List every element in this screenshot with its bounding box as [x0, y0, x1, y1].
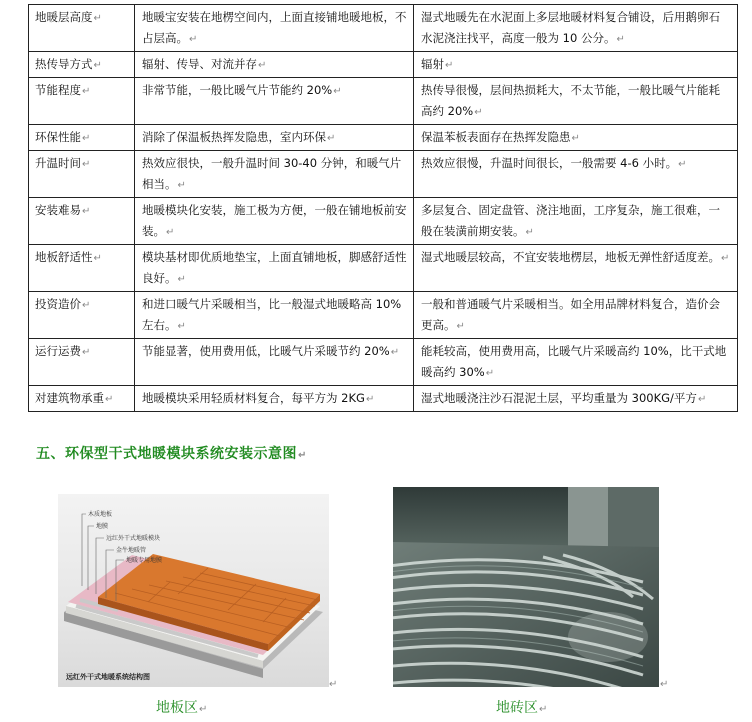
cell-text: 和进口暖气片采暖相当，比一般湿式地暖略高 10%左右。 [142, 297, 402, 332]
paragraph-mark: ↵ [329, 679, 338, 690]
wet-system-cell: 湿式地暖先在水泥面上多层地暖材料复合铺设，后用鹅卵石水泥浇注找平，高度一般为 10 公分。↵ [414, 5, 738, 52]
caption-floor-area: 地板区↵ [156, 700, 208, 716]
cell-text: 环保性能 [35, 130, 81, 144]
dry-system-cell: 热效应很快，一般升温时间 30-40 分钟，和暖气片相当。↵ [135, 151, 414, 198]
floor-structure-diagram [58, 494, 329, 687]
cell-text: 节能显著，使用费用低，比暖气片采暖节约 20% [142, 344, 390, 358]
dry-system-cell: 非常节能，一般比暖气片节能约 20%↵ [135, 78, 414, 125]
cell-text: 湿式地暖浇注沙石混泥土层，平均重量为 300KG/平方 [421, 391, 697, 405]
cell-text: 节能程度 [35, 83, 81, 97]
diagram-caption: 远红外干式地暖系统结构图 [66, 673, 150, 681]
dry-system-cell: 地暖模块化安装，施工极为方便，一般在铺地板前安装。↵ [135, 198, 414, 245]
cell-text: 能耗较高，使用费用高，比暖气片采暖高约 10%，比干式地暖高约 30% [421, 344, 727, 379]
wet-system-cell: 辐射↵ [414, 52, 738, 78]
table-row [29, 78, 738, 125]
cell-text: 安装难易 [35, 203, 81, 217]
row-label-cell: 热传导方式↵ [29, 52, 135, 78]
cell-text: 消除了保温板热挥发隐患，室内环保 [142, 130, 326, 144]
wet-system-cell: 热传导很慢，层间热损耗大，不太节能，一般比暖气片能耗高约 20%↵ [414, 78, 738, 125]
cell-text: 保温苯板表面存在热挥发隐患 [421, 130, 571, 144]
cell-text: 湿式地暖先在水泥面上多层地暖材料复合铺设，后用鹅卵石水泥浇注找平，高度一般为 10 公分。 [421, 10, 720, 45]
comparison-table [28, 4, 738, 412]
table-row [29, 52, 738, 78]
layer-label: 地膜 [96, 523, 109, 530]
cell-text: 湿式地暖层较高，不宜安装地楞层，地板无弹性舒适度差。 [421, 250, 720, 264]
dry-system-cell: 辐射、传导、对流并存↵ [135, 52, 414, 78]
wet-system-cell: 热效应很慢，升温时间很长，一般需要 4-6 小时。↵ [414, 151, 738, 198]
dry-system-cell: 消除了保温板热挥发隐患，室内环保↵ [135, 125, 414, 151]
table-row [29, 339, 738, 386]
cell-text: 模块基材即优质地垫宝，上面直铺地板，脚感舒适性良好。 [142, 250, 407, 285]
cell-text: 对建筑物承重 [35, 391, 104, 405]
layer-label: 地暖专用地膜 [126, 557, 163, 564]
row-label-cell: 环保性能↵ [29, 125, 135, 151]
table-row [29, 5, 738, 52]
cell-text: 热效应很慢，升温时间很长，一般需要 4-6 小时。 [421, 156, 678, 170]
dry-system-cell: 地暖宝安装在地楞空间内，上面直接铺地暖地板，不占层高。↵ [135, 5, 414, 52]
dry-system-cell: 节能显著，使用费用低，比暖气片采暖节约 20%↵ [135, 339, 414, 386]
row-label-cell: 节能程度↵ [29, 78, 135, 125]
cell-text: 投资造价 [35, 297, 81, 311]
layer-label: 远红外干式地暖模块 [106, 535, 161, 542]
table-row [29, 151, 738, 198]
wet-system-cell: 能耗较高，使用费用高，比暖气片采暖高约 10%，比干式地暖高约 30%↵ [414, 339, 738, 386]
row-label-cell: 对建筑物承重↵ [29, 386, 135, 412]
cell-text: 非常节能，一般比暖气片节能约 20% [142, 83, 333, 97]
cell-text: 多层复合、固定盘管、浇注地面，工序复杂，施工很难，一般在装潢前期安装。 [421, 203, 720, 238]
row-label-cell: 升温时间↵ [29, 151, 135, 198]
cell-text: 辐射、传导、对流并存 [142, 57, 257, 71]
wet-system-cell: 保温苯板表面存在热挥发隐患↵ [414, 125, 738, 151]
cell-text: 热传导很慢，层间热损耗大，不太节能，一般比暖气片能耗高约 20% [421, 83, 720, 118]
row-label-cell: 投资造价↵ [29, 292, 135, 339]
cell-text: 地暖模块化安装，施工极为方便，一般在铺地板前安装。 [142, 203, 407, 238]
cell-text: 运行运费 [35, 344, 81, 358]
layer-label: 金牛地暖管 [116, 547, 147, 554]
cell-text: 热效应很快，一般升温时间 30-40 分钟，和暖气片相当。 [142, 156, 402, 191]
wet-system-cell: 湿式地暖层较高，不宜安装地楞层，地板无弹性舒适度差。↵ [414, 245, 738, 292]
cell-text: 热传导方式 [35, 57, 93, 71]
heating-pipe-photo-illustration [393, 487, 659, 687]
pipe-floor-photo [393, 487, 659, 687]
table-row [29, 198, 738, 245]
dry-system-cell: 和进口暖气片采暖相当，比一般湿式地暖略高 10%左右。↵ [135, 292, 414, 339]
section-title: 五、环保型干式地暖模块系统安装示意图↵ [36, 446, 307, 462]
dry-system-cell: 地暖模块采用轻质材料复合，每平方为 2KG↵ [135, 386, 414, 412]
wet-system-cell: 一般和普通暖气片采暖相当。如全用品牌材料复合，造价会更高。↵ [414, 292, 738, 339]
table-row [29, 125, 738, 151]
caption-tile-area: 地砖区↵ [496, 700, 548, 716]
cell-text: 地暖宝安装在地楞空间内，上面直接铺地暖地板，不占层高。 [142, 10, 407, 45]
row-label-cell: 地暖层高度↵ [29, 5, 135, 52]
row-label-cell: 地板舒适性↵ [29, 245, 135, 292]
cell-text: 地板舒适性 [35, 250, 93, 264]
row-label-cell: 运行运费↵ [29, 339, 135, 386]
wet-system-cell: 多层复合、固定盘管、浇注地面，工序复杂，施工很难，一般在装潢前期安装。↵ [414, 198, 738, 245]
cell-text: 地暖模块采用轻质材料复合，每平方为 2KG [142, 391, 365, 405]
table-row [29, 245, 738, 292]
table-row [29, 292, 738, 339]
wet-system-cell: 湿式地暖浇注沙石混泥土层，平均重量为 300KG/平方↵ [414, 386, 738, 412]
paragraph-mark: ↵ [660, 679, 669, 690]
row-label-cell: 安装难易↵ [29, 198, 135, 245]
cell-text: 地暖层高度 [35, 10, 93, 24]
table-row [29, 386, 738, 412]
dry-system-cell: 模块基材即优质地垫宝，上面直铺地板，脚感舒适性良好。↵ [135, 245, 414, 292]
cell-text: 辐射 [421, 57, 444, 71]
cell-text: 一般和普通暖气片采暖相当。如全用品牌材料复合，造价会更高。 [421, 297, 720, 332]
cell-text: 升温时间 [35, 156, 81, 170]
layer-label: 木质地板 [88, 511, 113, 518]
